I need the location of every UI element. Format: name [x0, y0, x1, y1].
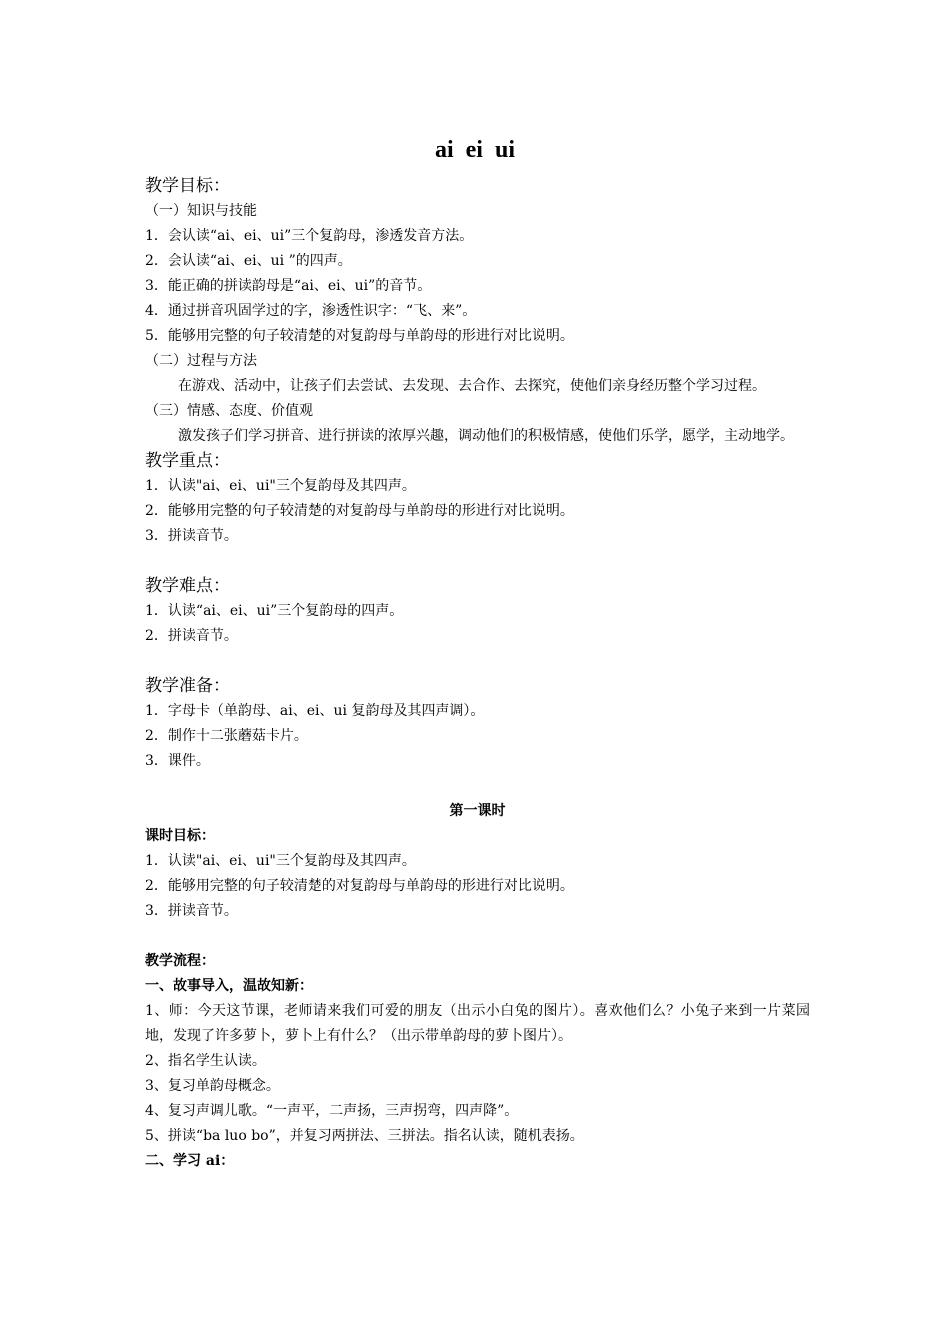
- spacer: [145, 924, 810, 949]
- step-heading: 二、学习 ai：: [145, 1153, 235, 1169]
- step-heading: 一、故事导入，温故知新：: [145, 978, 313, 994]
- list-item: 4．通过拼音巩固学过的字，渗透性识字：“飞、来”。: [145, 303, 477, 319]
- list-item: 1．字母卡（单韵母、ai、ei、ui 复韵母及其四声调）。: [145, 703, 485, 719]
- document-body: [145, 174, 810, 1174]
- list-item: 5、拼读“ba luo bo”，并复习两拼法、三拼法。指名认读，随机表扬。: [145, 1128, 584, 1144]
- paragraph: 1、师：今天这节课，老师请来我们可爱的朋友（出示小白兔的图片）。喜欢他们么？小兔子来到一片菜园地，发现了许多萝卜，萝卜上有什么？（出示带单韵母的萝卜图片）。: [145, 1003, 810, 1044]
- section-heading: （二）过程与方法: [145, 353, 257, 369]
- process-heading: 教学流程：: [145, 953, 215, 969]
- list-item: 2．能够用完整的句子较清楚的对复韵母与单韵母的形进行对比说明。: [145, 503, 574, 519]
- spacer: [145, 649, 810, 674]
- document-title: ai ei ui: [434, 137, 515, 163]
- goal-heading: 课时目标：: [145, 828, 215, 844]
- list-item: 5．能够用完整的句子较清楚的对复韵母与单韵母的形进行对比说明。: [145, 328, 574, 344]
- list-item: 3．拼读音节。: [145, 528, 238, 544]
- spacer: [145, 549, 810, 574]
- paragraph: 激发孩子们学习拼音、进行拼读的浓厚兴趣，调动他们的积极情感，使他们乐学，愿学，主动地学。: [178, 428, 794, 444]
- list-item: 1．认读“ai、ei、ui”三个复韵母的四声。: [145, 603, 404, 619]
- list-item: 2．能够用完整的句子较清楚的对复韵母与单韵母的形进行对比说明。: [145, 878, 574, 894]
- key-points-heading: 教学重点：: [145, 451, 230, 471]
- list-item: 2．拼读音节。: [145, 628, 238, 644]
- list-item: 3．课件。: [145, 753, 210, 769]
- list-item: 3．能正确的拼读韵母是“ai、ei、ui”的音节。: [145, 278, 432, 294]
- paragraph: 在游戏、活动中，让孩子们去尝试、去发现、去合作、去探究，使他们亲身经历整个学习过程。: [178, 378, 766, 394]
- list-item: 1．认读"ai、ei、ui"三个复韵母及其四声。: [145, 478, 416, 494]
- list-item: 3、复习单韵母概念。: [145, 1078, 280, 1094]
- objectives-heading: 教学目标：: [145, 176, 230, 196]
- spacer: [145, 774, 810, 799]
- list-item: 3．拼读音节。: [145, 903, 238, 919]
- list-item: 1．会认读“ai、ei、ui”三个复韵母，渗透发音方法。: [145, 228, 474, 244]
- list-item: 1．认读"ai、ei、ui"三个复韵母及其四声。: [145, 853, 416, 869]
- section-heading: （三）情感、态度、价值观: [145, 403, 313, 419]
- lesson-heading: 第一课时: [449, 803, 506, 819]
- preparation-heading: 教学准备：: [145, 676, 230, 696]
- section-heading: （一）知识与技能: [145, 203, 257, 219]
- difficulties-heading: 教学难点：: [145, 576, 230, 596]
- list-item: 2、指名学生认读。: [145, 1053, 266, 1069]
- list-item: 4、复习声调儿歌。“一声平，二声扬，三声拐弯，四声降”。: [145, 1103, 519, 1119]
- list-item: 2．制作十二张蘑菇卡片。: [145, 728, 308, 744]
- list-item: 2．会认读“ai、ei、ui ”的四声。: [145, 253, 352, 269]
